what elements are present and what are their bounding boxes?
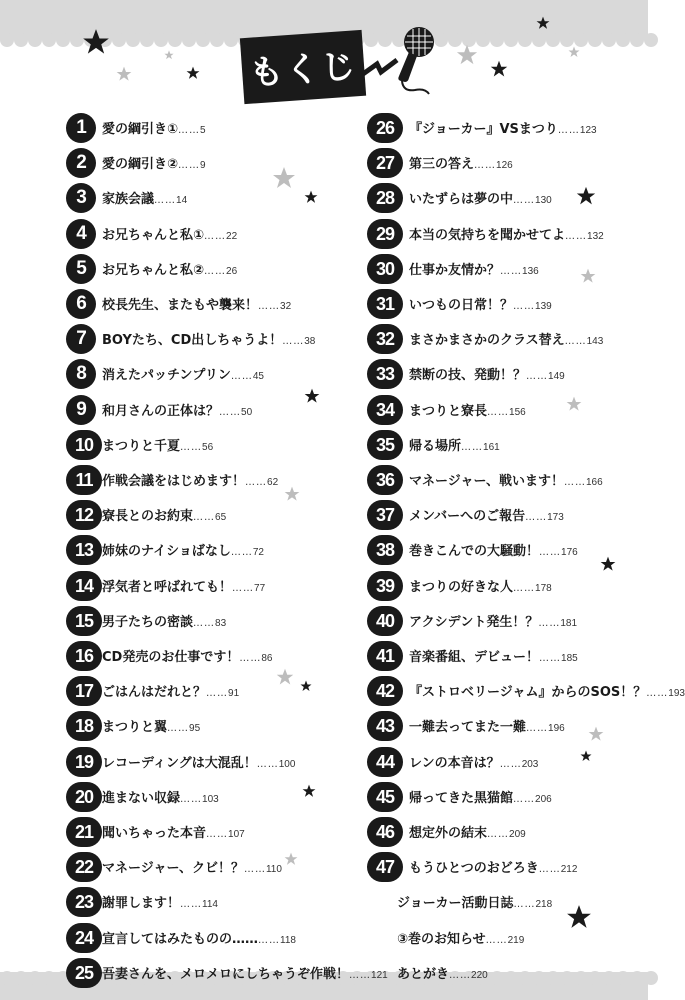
chapter-title: CD発売のお仕事です！ — [102, 650, 240, 665]
chapter-label — [102, 470, 278, 489]
chapter-title: いつもの日常！？ — [409, 298, 514, 313]
page-number: 123 — [579, 125, 597, 136]
leader-dots: …… — [178, 160, 201, 172]
chapter-number-badge: 30 — [367, 254, 403, 284]
star-icon — [164, 50, 174, 60]
chapter-title: 禁断の技、発動！？ — [409, 368, 527, 384]
leader-dots: …… — [461, 441, 484, 453]
page-number: 203 — [521, 758, 539, 770]
chapter-label — [102, 752, 295, 771]
chapter-title: 愛の綱引き② — [102, 157, 179, 173]
chapter-number-badge: 21 — [66, 817, 102, 847]
chapter-title: マネージャー、戦います！ — [409, 474, 564, 489]
chapter-label — [409, 470, 603, 489]
star-icon — [456, 44, 478, 66]
leader-dots: …… — [513, 195, 536, 207]
page-number: 218 — [535, 899, 553, 911]
chapter-label — [409, 118, 597, 137]
leader-dots: …… — [230, 371, 253, 383]
chapter-label — [409, 259, 539, 278]
leader-dots: …… — [500, 265, 523, 277]
leader-dots: …… — [539, 547, 562, 559]
star-icon — [272, 166, 296, 190]
star-icon — [304, 388, 320, 404]
chapter-number-badge: 10 — [66, 430, 102, 460]
chapter-title: まつりと千夏 — [102, 438, 181, 454]
chapter-label — [397, 892, 552, 911]
page-number: 130 — [535, 195, 552, 207]
chapter-title: マネージャー、クビ！？ — [102, 861, 244, 877]
star-icon — [580, 268, 596, 284]
chapter-number-badge: 7 — [66, 324, 96, 354]
chapter-number-badge: 44 — [367, 747, 403, 777]
page-number: 86 — [261, 653, 273, 664]
star-icon — [276, 668, 294, 686]
chapter-number-badge: 2 — [66, 148, 96, 178]
star-icon — [536, 16, 550, 30]
page-number: 143 — [586, 336, 604, 348]
leader-dots: …… — [258, 301, 281, 312]
page-number: 77 — [254, 582, 266, 594]
chapter-label — [409, 153, 513, 172]
chapter-label — [102, 857, 282, 876]
chapter-label — [102, 540, 264, 559]
chapter-number-badge: 3 — [66, 183, 96, 213]
chapter-number-badge: 6 — [66, 289, 96, 319]
leader-dots: …… — [258, 934, 281, 946]
chapter-number-badge: 32 — [367, 324, 403, 354]
leader-dots: …… — [565, 230, 588, 242]
chapter-title: もうひとつのおどろき — [409, 861, 539, 877]
chapter-label — [409, 224, 604, 243]
page-number: 126 — [496, 160, 513, 172]
chapter-number-badge: 28 — [367, 183, 403, 213]
chapter-number-badge: 13 — [66, 535, 102, 565]
leader-dots: …… — [564, 336, 587, 348]
chapter-title: まつりと寮長 — [409, 403, 488, 419]
star-icon — [588, 726, 604, 742]
page-number: 65 — [215, 512, 227, 524]
chapter-label — [397, 963, 488, 982]
page-number: 212 — [560, 864, 578, 876]
chapter-title: 『ストロベリージャム』からのSOS！？ — [409, 685, 647, 701]
page-number: 121 — [371, 969, 388, 981]
page-number: 72 — [252, 547, 264, 559]
star-icon — [300, 680, 312, 692]
chapter-number-badge: 47 — [367, 852, 403, 882]
star-icon — [304, 190, 318, 204]
chapter-label — [409, 681, 685, 700]
star-icon — [576, 186, 596, 206]
leader-dots: …… — [180, 441, 203, 453]
chapter-title: 寮長とのお約束 — [102, 509, 194, 525]
chapter-number-badge: 45 — [367, 782, 403, 812]
leader-dots: …… — [193, 617, 216, 629]
chapter-label — [102, 928, 296, 947]
chapter-label — [409, 576, 552, 595]
chapter-label — [409, 822, 526, 841]
chapter-label — [409, 611, 577, 630]
chapter-number-badge: 15 — [66, 606, 102, 636]
chapter-label — [409, 752, 538, 771]
chapter-title: 巻きこんでの大騒動！ — [409, 544, 540, 560]
chapter-title: 家族会議 — [102, 192, 155, 208]
page-number: 193 — [668, 688, 685, 700]
leader-dots: …… — [499, 758, 522, 770]
page-number: 206 — [535, 793, 552, 805]
leader-dots: …… — [563, 477, 586, 488]
page-number: 161 — [483, 441, 500, 453]
chapter-label — [409, 364, 565, 383]
chapter-title: まつりと翼 — [102, 720, 168, 736]
chapter-label — [102, 646, 272, 665]
page-number: 62 — [267, 477, 279, 488]
chapter-label — [102, 787, 219, 806]
chapter-label — [102, 364, 264, 383]
chapter-title: 聞いちゃった本音 — [102, 826, 207, 841]
chapter-number-badge: 9 — [66, 395, 96, 425]
leader-dots: …… — [154, 195, 177, 207]
leader-dots: …… — [282, 336, 305, 348]
chapter-number-badge: 33 — [367, 359, 403, 389]
page-number: 220 — [471, 969, 488, 981]
chapter-number-badge: 22 — [66, 852, 102, 882]
chapter-label — [102, 259, 237, 278]
chapter-label — [409, 435, 500, 454]
chapter-number-badge: 1 — [66, 113, 96, 143]
page-number: 156 — [509, 406, 526, 418]
chapter-label — [102, 224, 237, 243]
page-number: 45 — [252, 371, 264, 383]
star-icon — [600, 556, 616, 572]
chapter-label — [102, 118, 206, 137]
chapter-label — [102, 963, 388, 982]
chapter-title: 吾妻さんを、メロメロにしちゃうぞ作戦！ — [102, 966, 350, 982]
chapter-title: ③巻のお知らせ — [397, 931, 486, 947]
microphone-icon — [355, 20, 445, 100]
chapter-number-badge: 27 — [367, 148, 403, 178]
leader-dots: …… — [513, 899, 536, 911]
page-number: 149 — [548, 371, 565, 383]
chapter-number-badge: 42 — [367, 676, 403, 706]
star-icon — [580, 750, 592, 762]
chapter-number-badge: 41 — [367, 641, 403, 671]
star-icon — [82, 28, 110, 56]
chapter-title: 『ジョーカー』VSまつり — [409, 122, 558, 137]
chapter-label — [409, 294, 552, 313]
star-icon — [284, 852, 298, 866]
chapter-title: 想定外の結末 — [409, 826, 488, 841]
star-icon — [284, 486, 300, 502]
chapter-label — [102, 329, 315, 348]
leader-dots: …… — [449, 969, 472, 981]
chapter-number-badge: 16 — [66, 641, 102, 671]
star-icon — [302, 784, 316, 798]
leader-dots: …… — [204, 265, 227, 277]
chapter-number-badge: 34 — [367, 395, 403, 425]
chapter-label — [409, 540, 578, 559]
leader-dots: …… — [525, 512, 548, 524]
chapter-number-badge: 20 — [66, 782, 102, 812]
chapter-title: レコーディングは大混乱！ — [102, 755, 257, 771]
star-icon — [186, 66, 200, 80]
title-box — [240, 30, 366, 104]
page-number: 38 — [304, 336, 316, 348]
page-number: 166 — [585, 477, 603, 488]
chapter-title: 姉妹のナイショばなし — [102, 544, 231, 560]
chapter-title: 愛の綱引き① — [102, 122, 179, 137]
page-number: 22 — [226, 230, 238, 242]
chapter-number-badge: 26 — [367, 113, 403, 143]
chapter-title: レンの本音は？ — [409, 755, 500, 771]
chapter-number-badge: 37 — [367, 500, 403, 530]
chapter-title: まつりの好きな人 — [409, 579, 514, 595]
chapter-title: BOYたち、CD出しちゃうよ！ — [102, 333, 283, 349]
leader-dots: …… — [538, 617, 561, 629]
leader-dots: …… — [239, 653, 262, 664]
page-number: 32 — [280, 301, 292, 312]
page-number: 50 — [241, 406, 253, 418]
chapter-title: 進まない収録 — [102, 790, 181, 806]
chapter-label — [102, 505, 226, 524]
chapter-number-badge: 8 — [66, 359, 96, 389]
leader-dots: …… — [180, 793, 203, 805]
chapter-label — [409, 505, 564, 524]
chapter-label — [102, 611, 226, 630]
chapter-title: 消えたパッチンプリン — [102, 368, 231, 384]
page-number: 91 — [228, 688, 240, 700]
page-number: 103 — [202, 793, 219, 805]
chapter-label — [102, 188, 187, 207]
leader-dots: …… — [206, 829, 229, 840]
chapter-title: 帰る場所 — [409, 438, 462, 454]
leader-dots: …… — [243, 864, 266, 876]
chapter-number-badge: 14 — [66, 571, 102, 601]
page-number: 132 — [587, 230, 604, 242]
page-number: 176 — [561, 547, 578, 559]
leader-dots: …… — [538, 864, 561, 876]
chapter-title: 帰ってきた黒猫館 — [409, 790, 514, 806]
page-number: 26 — [226, 265, 238, 277]
leader-dots: …… — [193, 512, 216, 524]
chapter-title: 第三の答え — [409, 157, 475, 173]
chapter-label — [409, 716, 565, 735]
leader-dots: …… — [204, 230, 227, 242]
page-number: 9 — [200, 160, 206, 172]
chapter-label — [409, 188, 552, 207]
leader-dots: …… — [487, 406, 510, 418]
page-number: 83 — [215, 617, 227, 629]
leader-dots: …… — [513, 793, 536, 805]
page-title: もくじ — [247, 46, 359, 94]
chapter-title: 和月さんの正体は？ — [102, 403, 220, 419]
page-number: 173 — [547, 512, 564, 524]
star-icon — [116, 66, 132, 82]
chapter-number-badge: 17 — [66, 676, 102, 706]
leader-dots: …… — [256, 758, 279, 770]
chapter-title: いたずらは夢の中 — [409, 192, 514, 208]
leader-dots: …… — [219, 406, 242, 418]
page-number: 14 — [176, 195, 188, 207]
chapter-number-badge: 4 — [66, 219, 96, 249]
page-number: 209 — [509, 829, 526, 840]
chapter-label — [102, 822, 245, 841]
chapter-number-badge: 29 — [367, 219, 403, 249]
leader-dots: …… — [230, 547, 253, 559]
chapter-label — [102, 576, 265, 595]
chapter-title: 本当の気持ちを聞かせてよ — [409, 227, 566, 243]
page-number: 136 — [522, 265, 539, 277]
chapter-title: お兄ちゃんと私① — [102, 227, 205, 243]
chapter-title: ごはんはだれと？ — [102, 685, 207, 701]
chapter-title: 男子たちの密談 — [102, 614, 194, 630]
chapter-label — [397, 928, 524, 947]
chapter-label — [102, 435, 213, 454]
chapter-number-badge: 24 — [66, 923, 102, 953]
leader-dots: …… — [526, 723, 549, 735]
chapter-label — [102, 716, 200, 735]
chapter-number-badge: 25 — [66, 958, 102, 988]
leader-dots: …… — [485, 934, 508, 946]
page-number: 107 — [228, 829, 245, 840]
chapter-number-badge: 23 — [66, 887, 102, 917]
chapter-number-badge: 46 — [367, 817, 403, 847]
page-number: 110 — [265, 864, 282, 876]
chapter-number-badge: 5 — [66, 254, 96, 284]
leader-dots: …… — [167, 723, 190, 735]
leader-dots: …… — [206, 688, 229, 700]
chapter-label — [102, 681, 239, 700]
chapter-title: まさかまさかのクラス替え — [409, 333, 565, 349]
leader-dots: …… — [245, 477, 268, 488]
chapter-number-badge: 18 — [66, 711, 102, 741]
chapter-label — [102, 892, 218, 911]
star-icon — [490, 60, 508, 78]
chapter-number-badge: 36 — [367, 465, 403, 495]
chapter-number-badge: 35 — [367, 430, 403, 460]
chapter-title: アクシデント発生！？ — [409, 614, 539, 630]
leader-dots: …… — [539, 653, 562, 664]
page-number: 114 — [202, 899, 218, 911]
page-number: 178 — [535, 582, 552, 594]
leader-dots: …… — [557, 125, 580, 136]
leader-dots: …… — [232, 582, 255, 594]
star-icon — [568, 46, 580, 58]
leader-dots: …… — [487, 829, 510, 840]
chapter-title: 謝罪します！ — [102, 896, 181, 912]
chapter-label — [409, 857, 577, 876]
chapter-title: 宣言してはみたものの…… — [102, 931, 259, 947]
leader-dots: …… — [180, 899, 203, 911]
chapter-number-badge: 19 — [66, 747, 102, 777]
page-number: 185 — [561, 653, 578, 664]
chapter-number-badge: 40 — [367, 606, 403, 636]
chapter-title: 音楽番組、デビュー！ — [409, 650, 540, 665]
leader-dots: …… — [513, 582, 536, 594]
chapter-title: あとがき — [397, 966, 450, 982]
page-number: 5 — [200, 125, 206, 136]
chapter-label — [409, 400, 526, 419]
chapter-number-badge: 38 — [367, 535, 403, 565]
chapter-number-badge: 39 — [367, 571, 403, 601]
star-icon — [566, 396, 582, 412]
chapter-number-badge: 12 — [66, 500, 102, 530]
page-number: 100 — [278, 758, 296, 770]
chapter-title: メンバーへのご報告 — [409, 509, 526, 525]
chapter-label — [102, 294, 291, 313]
chapter-title: お兄ちゃんと私② — [102, 262, 205, 278]
chapter-number-badge: 43 — [367, 711, 403, 741]
leader-dots: …… — [349, 969, 372, 981]
chapter-label — [102, 153, 206, 172]
leader-dots: …… — [513, 301, 536, 312]
leader-dots: …… — [646, 688, 669, 700]
chapter-title: 校長先生、またもや襲来！ — [102, 298, 259, 313]
leader-dots: …… — [526, 371, 549, 383]
chapter-number-badge: 11 — [66, 465, 102, 495]
chapter-label — [102, 400, 252, 419]
chapter-title: 一難去ってまた一難 — [409, 720, 527, 736]
leader-dots: …… — [474, 160, 497, 172]
chapter-label — [409, 646, 578, 665]
chapter-title: 浮気者と呼ばれても！ — [102, 579, 233, 595]
page-number: 118 — [280, 934, 296, 946]
chapter-title: 作戦会議をはじめます！ — [102, 474, 246, 489]
page-number: 196 — [548, 723, 565, 735]
chapter-number-badge: 31 — [367, 289, 403, 319]
chapter-label — [409, 329, 603, 348]
page-number: 219 — [507, 934, 525, 946]
chapter-title: 仕事か友情か？ — [409, 262, 501, 278]
chapter-title: ジョーカー活動日誌 — [397, 896, 514, 912]
leader-dots: …… — [178, 125, 201, 136]
page-number: 181 — [560, 617, 578, 629]
star-icon — [566, 904, 592, 930]
chapter-label — [409, 787, 552, 806]
page-number: 56 — [202, 441, 214, 453]
page-number: 139 — [535, 301, 552, 312]
page-number: 95 — [189, 723, 201, 735]
